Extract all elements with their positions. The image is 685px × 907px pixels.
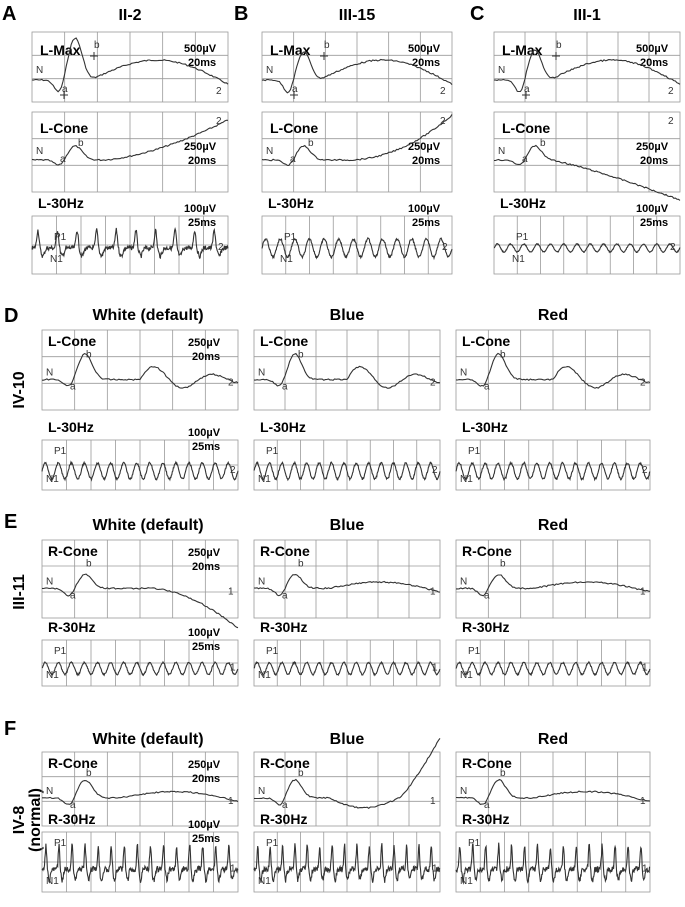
- p1-marker: P1: [266, 646, 279, 657]
- end-marker: 1: [640, 586, 646, 598]
- end-marker: 1: [432, 662, 438, 674]
- max-scale-amp: 500µV: [636, 43, 669, 55]
- panel-letter-B: B: [234, 3, 249, 25]
- hz-scale-amp: 100µV: [408, 203, 441, 215]
- max-label: L-Max: [502, 42, 543, 58]
- hz-label: L-30Hz: [48, 419, 94, 435]
- hz-label: R-30Hz: [48, 619, 96, 635]
- end-marker: 2: [642, 465, 648, 476]
- p1-marker: P1: [266, 838, 279, 849]
- hz-label: R-30Hz: [462, 811, 510, 827]
- panel-letter-E: E: [4, 511, 18, 533]
- a-marker: a: [282, 799, 288, 811]
- hz-grid: [456, 440, 650, 490]
- b-marker: b: [86, 558, 92, 570]
- end-marker: 1: [642, 662, 648, 674]
- cone-label: L-Cone: [48, 333, 97, 349]
- end-marker: 1: [228, 586, 234, 598]
- cone-scale-time: 20ms: [192, 773, 221, 785]
- p1-marker: P1: [54, 646, 67, 657]
- end-marker: 1: [230, 662, 236, 674]
- cone-scale-amp: 250µV: [188, 337, 221, 349]
- b-marker: b: [298, 558, 304, 570]
- cone-scale-time: 20ms: [192, 351, 221, 363]
- cone-label: R-Cone: [48, 755, 98, 771]
- hz-label: L-30Hz: [268, 195, 314, 211]
- cone-label: L-Cone: [462, 333, 511, 349]
- hz-scale-amp: 100µV: [188, 627, 221, 639]
- end-marker: 2: [668, 86, 674, 97]
- hz-scale-time: 25ms: [192, 441, 221, 453]
- n1-marker: N1: [46, 474, 59, 485]
- hz-label: L-30Hz: [260, 419, 306, 435]
- hz-scale-time: 25ms: [412, 217, 441, 229]
- hz-scale-time: 25ms: [640, 217, 669, 229]
- p1-marker: P1: [468, 838, 481, 849]
- subject-header: III-15: [338, 7, 376, 24]
- n-marker: N: [460, 785, 468, 797]
- b-marker: b: [298, 349, 304, 361]
- max-label: L-Max: [40, 42, 81, 58]
- b-marker: b: [500, 349, 506, 361]
- hz-label: L-30Hz: [462, 419, 508, 435]
- n1-marker: N1: [460, 670, 473, 681]
- end-marker: 2: [640, 377, 646, 389]
- a-marker: a: [484, 799, 490, 811]
- b-marker: b: [308, 138, 314, 149]
- n-marker: N: [46, 576, 54, 588]
- p1-marker: P1: [468, 446, 481, 457]
- b-marker: b: [94, 40, 100, 51]
- n1-marker: N1: [50, 254, 63, 265]
- b-marker: b: [540, 138, 546, 149]
- end-marker: 1: [432, 863, 438, 875]
- a-marker: a: [290, 154, 296, 165]
- end-marker: 2: [440, 86, 446, 97]
- hz-label: L-30Hz: [500, 195, 546, 211]
- a-marker: a: [70, 799, 76, 811]
- p1-marker: P1: [54, 232, 67, 243]
- cone-label: R-Cone: [48, 543, 98, 559]
- end-marker: 1: [430, 795, 436, 807]
- end-marker: 2: [218, 242, 224, 253]
- cone-label: R-Cone: [462, 755, 512, 771]
- end-marker: 2: [668, 116, 674, 127]
- n-marker: N: [36, 65, 44, 76]
- n-marker: N: [36, 146, 44, 157]
- hz-scale-amp: 100µV: [188, 427, 221, 439]
- max-scale-time: 20ms: [412, 57, 441, 69]
- n1-marker: N1: [258, 670, 271, 681]
- p1-marker: P1: [266, 446, 279, 457]
- panel-letter-F: F: [4, 718, 17, 740]
- hz-label: R-30Hz: [260, 811, 308, 827]
- end-marker: 1: [228, 795, 234, 807]
- hz-label: R-30Hz: [48, 811, 96, 827]
- hz-scale-amp: 100µV: [188, 819, 221, 831]
- b-marker: b: [500, 558, 506, 570]
- a-marker: a: [484, 381, 490, 393]
- max-scale-time: 20ms: [640, 57, 669, 69]
- n-marker: N: [258, 785, 266, 797]
- hz-label: R-30Hz: [462, 619, 510, 635]
- hz-scale-time: 25ms: [192, 641, 221, 653]
- a-marker: a: [70, 590, 76, 602]
- b-marker: b: [298, 767, 304, 779]
- cone-label: L-Cone: [40, 120, 89, 136]
- n-marker: N: [460, 576, 468, 588]
- end-marker: 1: [642, 863, 648, 875]
- end-marker: 2: [442, 242, 448, 253]
- row-subject-note: (normal): [27, 788, 44, 852]
- n-marker: N: [266, 65, 274, 76]
- end-marker: 2: [670, 242, 676, 253]
- b-marker: b: [556, 40, 562, 51]
- a-marker: a: [282, 381, 288, 393]
- max-scale-time: 20ms: [188, 57, 217, 69]
- subject-header: III-1: [573, 7, 601, 24]
- end-marker: 1: [430, 586, 436, 598]
- b-marker: b: [86, 767, 92, 779]
- b-marker: b: [86, 349, 92, 361]
- n1-marker: N1: [460, 474, 473, 485]
- cone-label: L-Cone: [260, 333, 309, 349]
- end-marker: 2: [230, 465, 236, 476]
- end-marker: 1: [640, 795, 646, 807]
- hz-grid: [456, 832, 650, 892]
- n1-marker: N1: [258, 876, 271, 887]
- end-marker: 1: [230, 863, 236, 875]
- row-subject: IV-10: [11, 371, 28, 409]
- n-marker: N: [498, 146, 506, 157]
- end-marker: 2: [440, 116, 446, 127]
- end-marker: 2: [216, 86, 222, 97]
- cone-scale-time: 20ms: [188, 155, 217, 167]
- cone-label: R-Cone: [260, 543, 310, 559]
- cone-scale-amp: 250µV: [188, 759, 221, 771]
- column-header: Red: [537, 517, 569, 534]
- n-marker: N: [46, 785, 54, 797]
- n-marker: N: [258, 576, 266, 588]
- hz-label: L-30Hz: [38, 195, 84, 211]
- a-marker: a: [62, 84, 68, 95]
- n1-marker: N1: [512, 254, 525, 265]
- cone-scale-time: 20ms: [640, 155, 669, 167]
- column-header: Blue: [329, 731, 365, 748]
- end-marker: 2: [430, 377, 436, 389]
- hz-scale-time: 25ms: [188, 217, 217, 229]
- cone-scale-time: 20ms: [412, 155, 441, 167]
- cone-label: R-Cone: [462, 543, 512, 559]
- n-marker: N: [46, 367, 54, 379]
- n-marker: N: [498, 65, 506, 76]
- column-header: Blue: [329, 517, 365, 534]
- cone-scale-amp: 250µV: [184, 141, 217, 153]
- p1-marker: P1: [54, 446, 67, 457]
- hz-label: R-30Hz: [260, 619, 308, 635]
- b-marker: b: [78, 138, 84, 149]
- cone-scale-time: 20ms: [192, 561, 221, 573]
- cone-scale-amp: 250µV: [188, 547, 221, 559]
- p1-marker: P1: [468, 646, 481, 657]
- hz-scale-amp: 100µV: [184, 203, 217, 215]
- cone-scale-amp: 250µV: [636, 141, 669, 153]
- p1-marker: P1: [284, 232, 297, 243]
- a-marker: a: [70, 381, 76, 393]
- a-marker: a: [484, 590, 490, 602]
- hz-scale-amp: 100µV: [636, 203, 669, 215]
- b-cross: [320, 52, 328, 60]
- max-scale-amp: 500µV: [184, 43, 217, 55]
- column-header: White (default): [92, 517, 204, 534]
- cone-label: L-Cone: [270, 120, 319, 136]
- n1-marker: N1: [258, 474, 271, 485]
- n1-marker: N1: [460, 876, 473, 887]
- hz-grid: [254, 440, 440, 490]
- n1-marker: N1: [46, 876, 59, 887]
- end-marker: 2: [216, 116, 222, 127]
- n-marker: N: [266, 146, 274, 157]
- max-label: L-Max: [270, 42, 311, 58]
- end-marker: 2: [432, 465, 438, 476]
- hz-scale-time: 25ms: [192, 833, 221, 845]
- column-header: White (default): [92, 307, 204, 324]
- n1-marker: N1: [46, 670, 59, 681]
- panel-letter-C: C: [470, 3, 485, 25]
- column-header: Red: [537, 731, 569, 748]
- b-cross: [90, 52, 98, 60]
- column-header: White (default): [92, 731, 204, 748]
- a-marker: a: [522, 154, 528, 165]
- a-marker: a: [524, 84, 530, 95]
- subject-header: II-2: [118, 7, 142, 24]
- p1-marker: P1: [516, 232, 529, 243]
- n-marker: N: [258, 367, 266, 379]
- p1-marker: P1: [54, 838, 67, 849]
- column-header: Blue: [329, 307, 365, 324]
- n-marker: N: [460, 367, 468, 379]
- b-marker: b: [324, 40, 330, 51]
- a-marker: a: [282, 590, 288, 602]
- b-marker: b: [500, 767, 506, 779]
- b-cross: [552, 52, 560, 60]
- cone-label: R-Cone: [260, 755, 310, 771]
- column-header: Red: [537, 307, 569, 324]
- row-subject: III-11: [11, 574, 28, 610]
- a-marker: a: [60, 154, 66, 165]
- panel-letter-A: A: [2, 3, 17, 25]
- n1-marker: N1: [280, 254, 293, 265]
- panel-letter-D: D: [4, 305, 19, 327]
- a-marker: a: [292, 84, 298, 95]
- max-scale-amp: 500µV: [408, 43, 441, 55]
- end-marker: 2: [228, 377, 234, 389]
- cone-scale-amp: 250µV: [408, 141, 441, 153]
- cone-label: L-Cone: [502, 120, 551, 136]
- row-subject: IV-8: [11, 805, 28, 835]
